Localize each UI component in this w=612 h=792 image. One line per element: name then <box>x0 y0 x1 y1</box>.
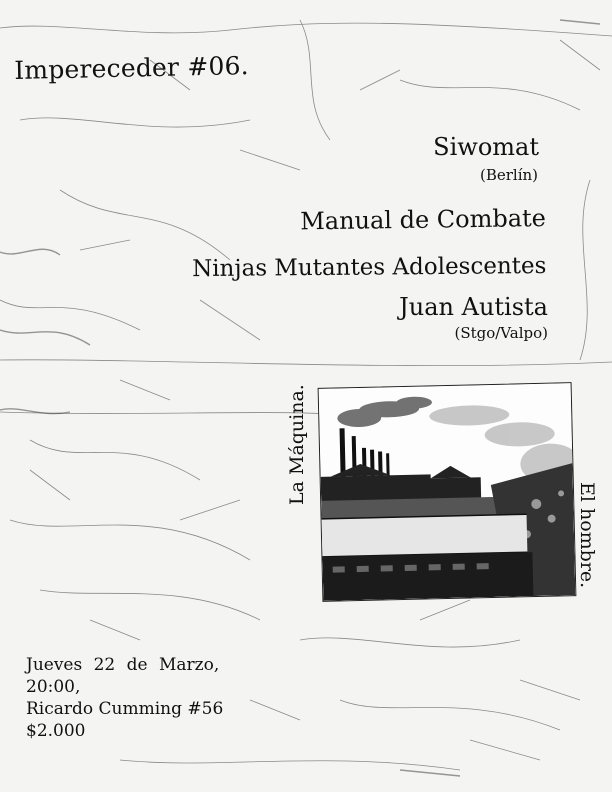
event-time: 20:00, <box>26 677 81 697</box>
band-origin-juan-autista: (Stgo/Valpo) <box>454 324 548 342</box>
event-details <box>26 654 223 742</box>
event-date: Jueves 22 de Marzo, <box>26 655 220 675</box>
band-origin-siwomat: (Berlín) <box>479 166 538 184</box>
event-address: Ricardo Cumming #56 <box>26 699 224 719</box>
band-name-manual-de-combate: Manual de Combate <box>300 204 547 236</box>
event-title: Impereceder #06. <box>14 51 250 85</box>
band-name-juan-autista: Juan Autista <box>399 293 548 321</box>
event-price: $2.000 <box>26 721 86 741</box>
caption-la-maquina: La Máquina. <box>286 384 308 505</box>
caption-el-hombre: El hombre. <box>576 482 598 589</box>
factory-photo <box>318 382 577 602</box>
band-name-ninjas-mutantes: Ninjas Mutantes Adolescentes <box>191 253 547 283</box>
band-name-siwomat: Siwomat <box>433 133 539 161</box>
